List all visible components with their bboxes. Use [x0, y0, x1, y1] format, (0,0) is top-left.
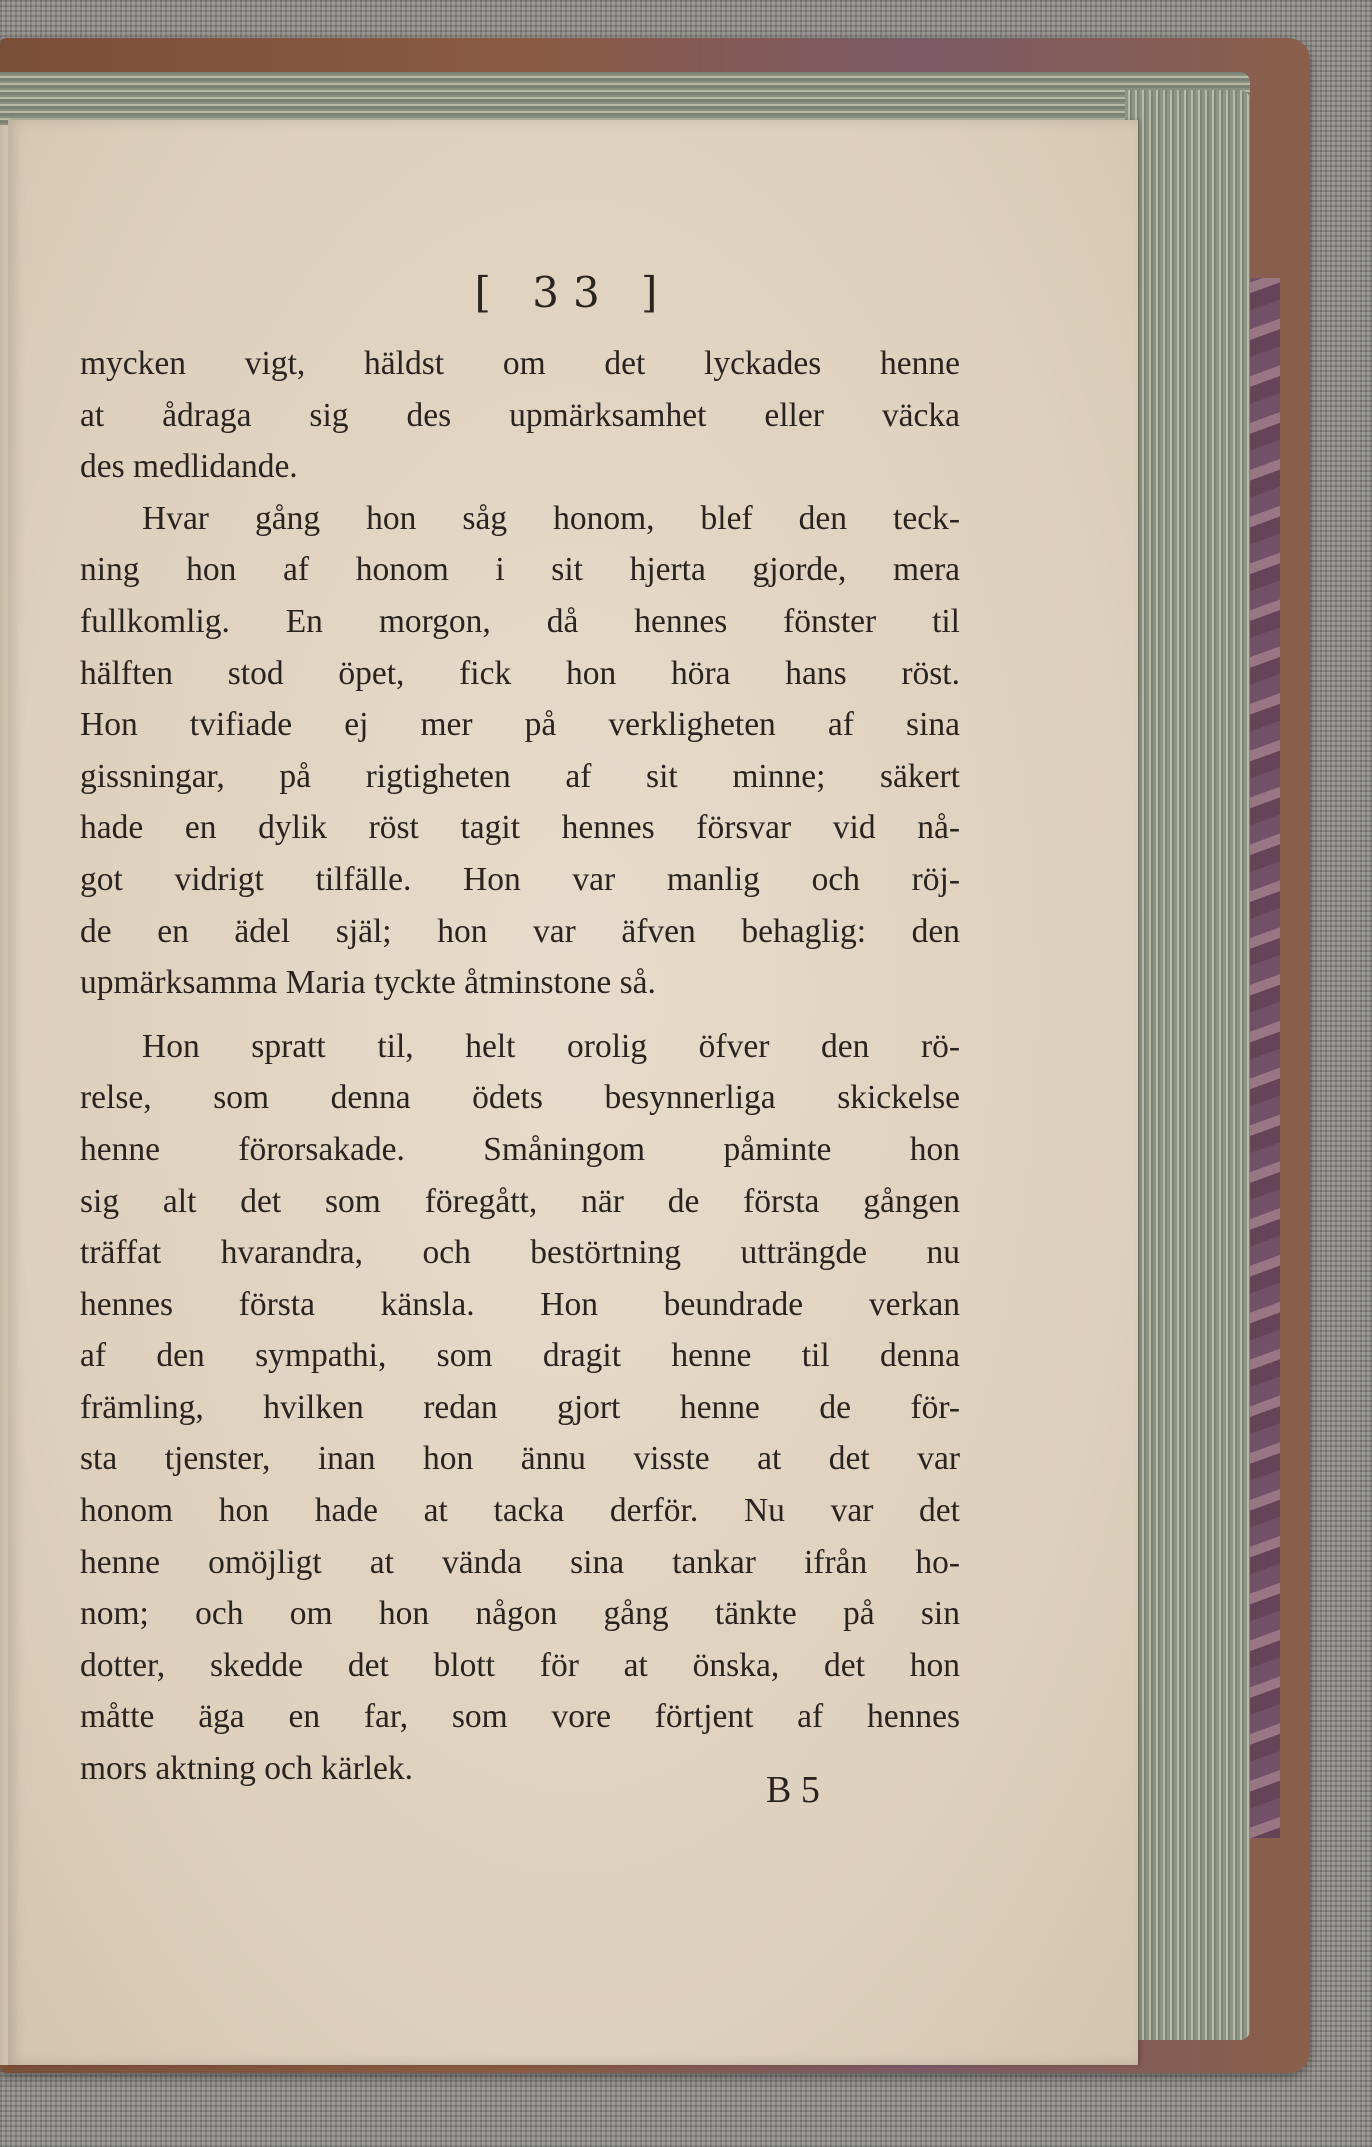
text-line: des medlidande. [80, 448, 298, 486]
text-line: mycken vigt, häldst om det lyckades henne [80, 345, 960, 382]
text-line: honom hon hade at tacka derför. Nu var det [80, 1492, 960, 1530]
text-line: mors aktning och kärlek. [80, 1750, 414, 1788]
text-line: hennes första känsla. Hon beundrade verkan [80, 1285, 960, 1323]
text-line: ning hon af honom i sit hjerta gjorde, mera [80, 551, 960, 589]
text-line: henne förorsakade. Småningom påminte hon [80, 1130, 960, 1168]
text-line: henne omöjligt at vända sina tankar ifrån ho- [80, 1543, 960, 1581]
text-line: hade en dylik röst tagit hennes försvar vid nå- [80, 809, 960, 847]
text-line: Hon spratt til, helt orolig öfver den rö- [142, 1027, 960, 1065]
text-line: dotter, skedde det blott för at önska, det hon [80, 1646, 960, 1684]
text-line: sta tjenster, inan hon ännu visste at det var [80, 1440, 960, 1478]
text-line: sig alt det som föregått, när de första gången [80, 1182, 960, 1220]
text-line: got vidrigt tilfälle. Hon var manlig och röj- [80, 860, 960, 898]
book-page [8, 120, 1138, 2065]
text-line: af den sympathi, som dragit henne til denna [80, 1337, 960, 1375]
text-line: upmärksamma Maria tyckte åtminstone så. [80, 964, 656, 1002]
text-line: fullkomlig. En morgon, då hennes fönster til [80, 602, 960, 640]
paragraph-2 [80, 493, 960, 1009]
text-line: at ådraga sig des upmärksamhet eller väcka [80, 396, 960, 434]
paragraph-1 [80, 338, 960, 493]
page-header: [ 33 ] [474, 268, 672, 317]
text-line: hälften stod öpet, fick hon höra hans röst. [80, 654, 960, 692]
text-line: främling, hvilken redan gjort henne de för- [80, 1388, 960, 1426]
text-line: nom; och om hon någon gång tänkte på sin [80, 1595, 960, 1633]
text-line: gissningar, på rigtigheten af sit minne; säkert [80, 757, 960, 795]
page-block-fore-edge [1125, 90, 1250, 2040]
signature-mark: B 5 [766, 1769, 820, 1811]
text-line: träffat hvarandra, och bestörtning utträngde nu [80, 1234, 960, 1272]
text-line: Hon tvifiade ej mer på verkligheten af sina [80, 706, 960, 744]
text-line: Hvar gång hon såg honom, blef den teck- [142, 499, 960, 537]
text-line: de en ädel själ; hon var äfven behaglig: den [80, 912, 960, 950]
body-text [80, 338, 960, 1795]
text-line: måtte äga en far, som vore förtjent af hennes [80, 1698, 960, 1736]
text-line: relse, som denna ödets besynnerliga skickelse [80, 1079, 960, 1117]
paragraph-3 [80, 1021, 960, 1795]
